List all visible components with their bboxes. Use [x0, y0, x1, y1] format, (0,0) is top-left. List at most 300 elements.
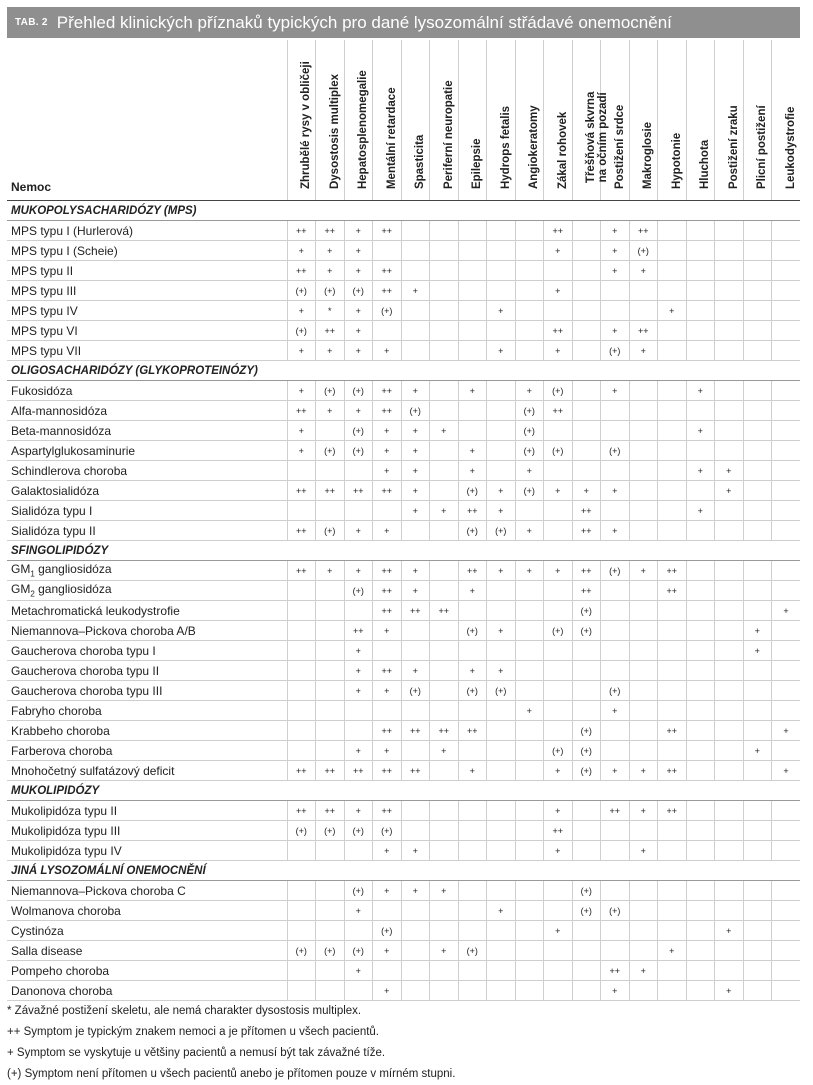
symptom-cell [686, 981, 715, 1001]
symptom-cell [487, 261, 516, 281]
symptom-cell [772, 981, 801, 1001]
symptom-cell [772, 441, 801, 461]
symptom-cell [715, 661, 744, 681]
disease-name [7, 261, 287, 281]
symptom-table [7, 40, 800, 1001]
symptom-cell: + [772, 601, 801, 621]
symptom-cell: + [601, 261, 630, 281]
symptom-cell: + [601, 701, 630, 721]
symptom-label-line: Dysostosis multiplex [328, 73, 341, 189]
table-row [7, 461, 800, 481]
symptom-cell: + [316, 401, 345, 421]
disease-name [7, 641, 287, 661]
section-header-row [7, 201, 800, 221]
symptom-cell: ++ [316, 321, 345, 341]
symptom-cell [743, 381, 772, 401]
symptom-cell [430, 981, 459, 1001]
disease-name-text: Fabryho choroba [11, 703, 102, 718]
symptom-cell [601, 301, 630, 321]
symptom-cell [658, 841, 687, 861]
disease-name-text: Mukolipidóza typu II [11, 803, 118, 818]
disease-name [7, 421, 287, 441]
symptom-cell [316, 421, 345, 441]
symptom-cell: (+) [287, 321, 316, 341]
symptom-cell: + [373, 621, 402, 641]
symptom-cell: ++ [373, 581, 402, 601]
symptom-cell: ++ [287, 801, 316, 821]
symptom-cell [344, 921, 373, 941]
symptom-cell [373, 901, 402, 921]
symptom-cell: + [458, 581, 487, 601]
symptom-cell [430, 301, 459, 321]
symptom-cell: ++ [658, 721, 687, 741]
disease-name-text: Mukolipidóza typu III [11, 823, 121, 838]
symptom-cell [515, 661, 544, 681]
symptom-cell [430, 281, 459, 301]
symptom-cell: (+) [515, 441, 544, 461]
symptom-cell: ++ [373, 601, 402, 621]
symptom-cell [401, 621, 430, 641]
symptom-cell: ++ [458, 501, 487, 521]
symptom-cell [316, 981, 345, 1001]
symptom-cell [686, 561, 715, 581]
symptom-cell [572, 301, 601, 321]
symptom-cell: ++ [629, 221, 658, 241]
symptom-cell [629, 941, 658, 961]
symptom-cell [515, 221, 544, 241]
symptom-cell [686, 681, 715, 701]
symptom-cell: + [544, 341, 573, 361]
symptom-cell [772, 241, 801, 261]
symptom-cell [515, 981, 544, 1001]
symptom-header [658, 40, 687, 201]
symptom-cell [629, 701, 658, 721]
symptom-cell [601, 841, 630, 861]
symptom-cell [287, 961, 316, 981]
symptom-cell [658, 521, 687, 541]
symptom-cell [401, 741, 430, 761]
table-row [7, 741, 800, 761]
symptom-cell [772, 521, 801, 541]
symptom-cell: ++ [544, 821, 573, 841]
disease-name-text: gangliosidóza [34, 562, 112, 577]
table-row [7, 521, 800, 541]
symptom-cell [658, 401, 687, 421]
disease-name [7, 701, 287, 721]
symptom-cell: + [487, 481, 516, 501]
disease-name-text: Schindlerova choroba [11, 463, 128, 478]
symptom-cell [373, 961, 402, 981]
symptom-cell: ++ [373, 261, 402, 281]
table-row [7, 881, 800, 901]
symptom-cell [715, 801, 744, 821]
symptom-cell [373, 501, 402, 521]
disease-name-text: Sialidóza typu I [11, 503, 93, 518]
symptom-cell: ++ [316, 481, 345, 501]
disease-name-text: Mnohočetný sulfatázový deficit [11, 763, 175, 778]
symptom-cell [686, 641, 715, 661]
symptom-cell [658, 921, 687, 941]
symptom-cell [658, 741, 687, 761]
symptom-cell [287, 981, 316, 1001]
symptom-cell [430, 841, 459, 861]
symptom-cell [715, 221, 744, 241]
symptom-cell [287, 621, 316, 641]
symptom-cell: ++ [572, 521, 601, 541]
symptom-cell [743, 881, 772, 901]
symptom-cell: (+) [572, 741, 601, 761]
symptom-cell [430, 681, 459, 701]
disease-name-text: Wolmanova choroba [11, 903, 121, 918]
symptom-cell [287, 581, 316, 601]
symptom-cell: (+) [373, 301, 402, 321]
disease-name-text: gangliosidóza [34, 582, 112, 597]
symptom-cell [544, 901, 573, 921]
symptom-cell: + [344, 301, 373, 321]
symptom-cell [601, 621, 630, 641]
symptom-cell: + [544, 801, 573, 821]
table-row [7, 481, 800, 501]
symptom-cell [772, 301, 801, 321]
symptom-cell: + [458, 461, 487, 481]
symptom-cell: ++ [401, 721, 430, 741]
symptom-cell: + [458, 381, 487, 401]
disease-name [7, 661, 287, 681]
disease-name-text: MPS typu VI [11, 323, 78, 338]
footnote: ++ Symptom je typickým znakem nemoci a je přítomen u všech pacientů. [7, 1026, 379, 1038]
symptom-label-line: Spasticita [414, 134, 427, 189]
symptom-cell: + [373, 341, 402, 361]
symptom-cell [772, 281, 801, 301]
symptom-cell [544, 521, 573, 541]
symptom-cell [686, 941, 715, 961]
symptom-cell [772, 701, 801, 721]
symptom-cell [772, 841, 801, 861]
symptom-cell: + [629, 841, 658, 861]
disease-name [7, 561, 287, 581]
symptom-cell: + [316, 261, 345, 281]
symptom-cell: + [458, 761, 487, 781]
symptom-cell [401, 901, 430, 921]
symptom-cell: + [487, 621, 516, 641]
symptom-cell [316, 681, 345, 701]
symptom-cell: + [287, 421, 316, 441]
symptom-cell: + [373, 941, 402, 961]
symptom-cell [430, 961, 459, 981]
symptom-cell [658, 601, 687, 621]
symptom-cell [487, 821, 516, 841]
symptom-label-line: na očním pozadí [597, 92, 610, 183]
symptom-cell: + [430, 941, 459, 961]
symptom-cell: + [686, 421, 715, 441]
symptom-cell [686, 481, 715, 501]
symptom-cell: + [344, 741, 373, 761]
disease-name [7, 221, 287, 241]
symptom-cell [629, 461, 658, 481]
symptom-cell [629, 401, 658, 421]
symptom-cell [601, 721, 630, 741]
symptom-cell: + [601, 761, 630, 781]
symptom-cell [487, 381, 516, 401]
symptom-cell: + [572, 481, 601, 501]
symptom-cell: + [544, 481, 573, 501]
table-title: Přehled klinických příznaků typických pro dané lysozomální střádavé onemocnění [56, 12, 672, 32]
symptom-cell: + [287, 441, 316, 461]
symptom-cell [601, 281, 630, 301]
symptom-cell: (+) [601, 441, 630, 461]
symptom-cell: + [401, 481, 430, 501]
symptom-cell [544, 641, 573, 661]
symptom-cell [772, 581, 801, 601]
symptom-cell: (+) [458, 681, 487, 701]
symptom-cell [458, 981, 487, 1001]
symptom-cell [658, 441, 687, 461]
symptom-cell [658, 481, 687, 501]
symptom-cell [743, 501, 772, 521]
symptom-cell: + [430, 881, 459, 901]
symptom-cell: + [401, 381, 430, 401]
symptom-cell: + [601, 521, 630, 541]
symptom-label [756, 105, 768, 189]
symptom-cell: + [373, 521, 402, 541]
table-row [7, 381, 800, 401]
symptom-cell [772, 661, 801, 681]
symptom-cell: ++ [373, 481, 402, 501]
symptom-cell [373, 641, 402, 661]
symptom-cell: (+) [544, 441, 573, 461]
symptom-label [471, 138, 483, 189]
disease-name [7, 481, 287, 501]
symptom-cell: (+) [601, 681, 630, 701]
symptom-header [401, 40, 430, 201]
symptom-cell [487, 801, 516, 821]
symptom-cell [715, 821, 744, 841]
symptom-cell: (+) [544, 741, 573, 761]
symptom-cell: (+) [515, 421, 544, 441]
symptom-cell [515, 821, 544, 841]
symptom-cell [458, 221, 487, 241]
table-row [7, 721, 800, 741]
symptom-cell [401, 301, 430, 321]
footnotes [7, 1001, 807, 1085]
symptom-cell [515, 601, 544, 621]
symptom-cell [544, 981, 573, 1001]
symptom-cell: (+) [316, 441, 345, 461]
symptom-cell [629, 301, 658, 321]
symptom-cell: ++ [658, 561, 687, 581]
symptom-cell [772, 381, 801, 401]
symptom-label [528, 105, 540, 189]
symptom-cell: + [401, 561, 430, 581]
symptom-cell [715, 581, 744, 601]
symptom-cell [743, 321, 772, 341]
symptom-cell: ++ [401, 601, 430, 621]
symptom-cell: + [487, 341, 516, 361]
symptom-cell [686, 521, 715, 541]
disease-name-text: MPS typu II [11, 263, 74, 278]
symptom-cell: (+) [487, 681, 516, 701]
symptom-cell [715, 421, 744, 441]
symptom-cell: + [344, 401, 373, 421]
table-row [7, 221, 800, 241]
symptom-cell: + [629, 261, 658, 281]
symptom-cell [629, 901, 658, 921]
symptom-cell: + [772, 761, 801, 781]
symptom-cell [316, 741, 345, 761]
symptom-cell: + [515, 701, 544, 721]
symptom-cell: ++ [572, 561, 601, 581]
symptom-cell [715, 301, 744, 321]
symptom-cell [686, 961, 715, 981]
symptom-cell [487, 721, 516, 741]
symptom-cell [601, 821, 630, 841]
symptom-cell [629, 741, 658, 761]
symptom-cell: (+) [344, 821, 373, 841]
symptom-cell [487, 921, 516, 941]
symptom-label-line: Postižení zraku [727, 105, 740, 189]
disease-name [7, 921, 287, 941]
symptom-cell [458, 701, 487, 721]
disease-name-subscript: 1 [30, 569, 35, 579]
symptom-cell: (+) [373, 821, 402, 841]
symptom-cell: + [344, 641, 373, 661]
symptom-cell: (+) [458, 941, 487, 961]
symptom-cell [515, 261, 544, 281]
symptom-cell [515, 321, 544, 341]
symptom-label-line: Hepatosplenomegalie [357, 70, 370, 189]
symptom-cell [515, 581, 544, 601]
symptom-cell [430, 261, 459, 281]
symptom-cell [658, 641, 687, 661]
table-row [7, 561, 800, 581]
disease-name [7, 521, 287, 541]
symptom-cell: + [401, 661, 430, 681]
symptom-cell [572, 661, 601, 681]
symptom-cell: + [373, 981, 402, 1001]
symptom-cell [487, 321, 516, 341]
symptom-cell: ++ [287, 401, 316, 421]
symptom-cell [715, 381, 744, 401]
symptom-header [715, 40, 744, 201]
symptom-cell [572, 641, 601, 661]
symptom-label-line: Hydrops fetalis [499, 105, 512, 189]
symptom-cell [686, 241, 715, 261]
symptom-cell [629, 881, 658, 901]
symptom-cell [629, 921, 658, 941]
symptom-cell [772, 961, 801, 981]
symptom-cell: + [601, 981, 630, 1001]
symptom-cell: (+) [316, 281, 345, 301]
symptom-cell [287, 661, 316, 681]
symptom-cell [401, 821, 430, 841]
symptom-cell [743, 481, 772, 501]
symptom-cell: (+) [373, 921, 402, 941]
symptom-cell [772, 261, 801, 281]
symptom-cell [458, 341, 487, 361]
symptom-cell [686, 321, 715, 341]
symptom-cell [515, 721, 544, 741]
symptom-cell [658, 961, 687, 981]
symptom-cell: (+) [401, 681, 430, 701]
symptom-cell [430, 761, 459, 781]
symptom-cell [430, 441, 459, 461]
symptom-cell [686, 301, 715, 321]
symptom-cell [487, 881, 516, 901]
symptom-cell [715, 321, 744, 341]
symptom-cell [515, 281, 544, 301]
symptom-cell: + [287, 301, 316, 321]
symptom-cell [715, 441, 744, 461]
symptom-cell [572, 401, 601, 421]
symptom-cell [772, 741, 801, 761]
symptom-cell [629, 501, 658, 521]
symptom-cell [430, 901, 459, 921]
symptom-cell: ++ [373, 401, 402, 421]
symptom-cell: + [401, 501, 430, 521]
symptom-cell: (+) [316, 381, 345, 401]
symptom-cell [743, 441, 772, 461]
symptom-cell: ++ [629, 321, 658, 341]
disease-name-text: Gaucherova choroba typu III [11, 683, 163, 698]
symptom-cell: + [430, 501, 459, 521]
symptom-cell [686, 821, 715, 841]
symptom-cell: + [515, 461, 544, 481]
symptom-cell [287, 641, 316, 661]
symptom-cell: ++ [572, 501, 601, 521]
symptom-cell [601, 741, 630, 761]
symptom-label [329, 74, 341, 189]
symptom-cell [772, 561, 801, 581]
symptom-cell [487, 701, 516, 721]
table-tag: TAB. 2 [15, 17, 48, 28]
symptom-label-line: Periferní neuropatie [442, 80, 455, 189]
symptom-cell [772, 641, 801, 661]
symptom-cell [430, 921, 459, 941]
symptom-cell: (+) [287, 941, 316, 961]
symptom-cell [715, 241, 744, 261]
symptom-cell [430, 701, 459, 721]
footnote: (+) Symptom není přítomen u všech pacientů anebo je přítomen pouze v mírném stupni. [7, 1068, 456, 1080]
symptom-cell: + [344, 681, 373, 701]
symptom-cell: + [487, 661, 516, 681]
disease-name [7, 961, 287, 981]
symptom-cell: (+) [601, 901, 630, 921]
symptom-label-line: Mentální retardace [385, 87, 398, 189]
symptom-cell: (+) [629, 241, 658, 261]
symptom-cell: + [373, 881, 402, 901]
symptom-cell: + [515, 381, 544, 401]
symptom-cell: + [458, 441, 487, 461]
symptom-cell: + [344, 241, 373, 261]
symptom-cell [658, 901, 687, 921]
symptom-cell [401, 261, 430, 281]
symptom-cell: + [487, 561, 516, 581]
symptom-cell [686, 701, 715, 721]
symptom-label-line: Epilepsie [471, 138, 484, 189]
symptom-label-line: Makroglosie [642, 121, 655, 189]
symptom-cell: + [629, 801, 658, 821]
symptom-header [515, 40, 544, 201]
section-title: MUKOPOLYSACHARIDÓZY (MPS) [7, 201, 800, 221]
symptom-cell [487, 981, 516, 1001]
symptom-cell [743, 981, 772, 1001]
symptom-cell: + [686, 381, 715, 401]
symptom-cell [458, 281, 487, 301]
disease-name [7, 601, 287, 621]
symptom-cell: + [487, 901, 516, 921]
symptom-cell [743, 521, 772, 541]
symptom-cell: (+) [572, 881, 601, 901]
